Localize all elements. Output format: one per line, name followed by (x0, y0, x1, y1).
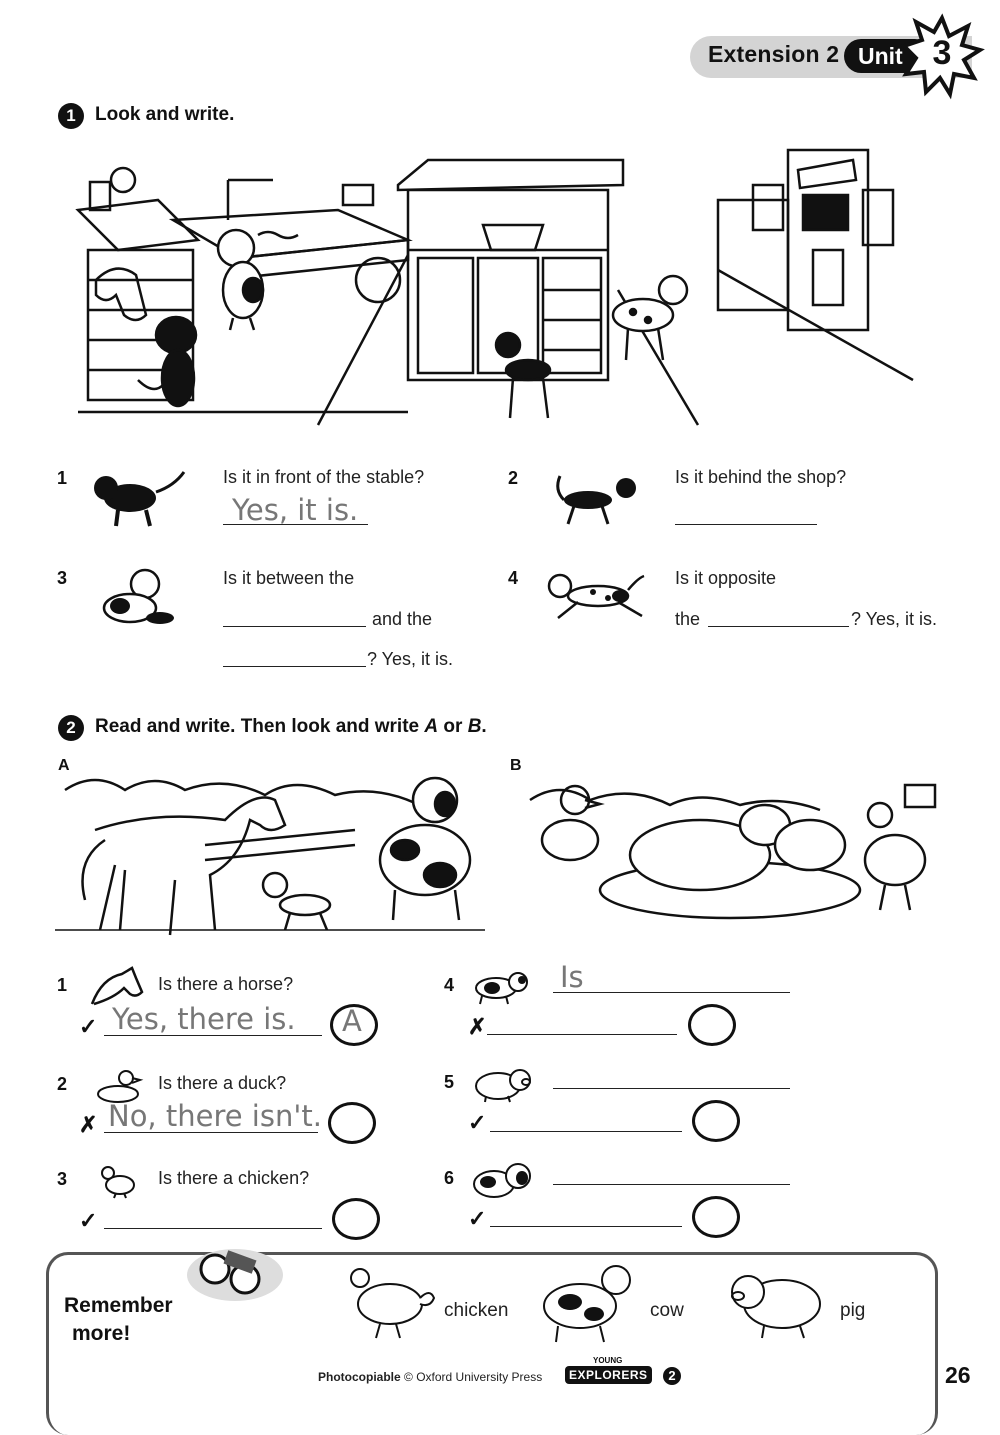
ex2-q4-answer-line[interactable] (487, 1034, 677, 1035)
ex2-q3-answer-line[interactable] (104, 1228, 322, 1229)
ex1-q2-number: 2 (508, 468, 519, 488)
exercise-2-title-or: or (438, 716, 468, 737)
ex1-q2-answer-line[interactable] (675, 524, 817, 525)
ex1-q3-text-start: Is it between the (223, 568, 355, 588)
ex1-q1-number: 1 (57, 468, 68, 488)
dog-spotted (613, 276, 687, 360)
picture-b-farm (520, 770, 940, 940)
ex2-q4-question-line[interactable] (553, 992, 790, 993)
exercise-2-title-a: A (424, 716, 439, 737)
horse-drawing (83, 798, 286, 936)
ex1-q4-text-start: Is it opposite (675, 568, 777, 588)
spotted-dog-icon (538, 570, 650, 626)
ex2-q1-letter: A (342, 1004, 362, 1038)
ex2-q1-answer-line (104, 1035, 322, 1036)
exercise-2-number: 2 (58, 715, 84, 741)
binoculars-icon (185, 1235, 285, 1305)
ex2-q1-text: Is there a horse? (158, 974, 294, 994)
ex2-q2-text: Is there a duck? (158, 1073, 287, 1093)
ex2-q2-answer: No, there isn't. (108, 1099, 322, 1133)
page-number: 26 (945, 1362, 971, 1388)
dog-icon (470, 968, 532, 1006)
ex1-q1-text: Is it in front of the stable? (223, 467, 425, 487)
dog-between (218, 230, 263, 330)
logo-level: 2 (663, 1367, 681, 1385)
pig-icon (470, 1064, 536, 1104)
ex2-q4-number: 4 (444, 975, 455, 995)
cow-icon (470, 1158, 536, 1200)
ex1-q4-number: 4 (508, 568, 519, 588)
running-black-dog-icon (538, 466, 648, 530)
ex2-q5-answer-oval[interactable] (692, 1100, 740, 1142)
ex1-q3-blank-2[interactable] (223, 666, 366, 667)
ex2-q1-answer: Yes, there is. (112, 1002, 296, 1036)
unit-number: 3 (932, 34, 952, 72)
ex2-q5-answer-line[interactable] (490, 1131, 682, 1132)
ex2-q3-mark: ✓ (79, 1208, 98, 1233)
ex1-q4-blank[interactable] (708, 626, 849, 627)
ex2-q2-mark: ✗ (79, 1112, 98, 1137)
cow-picture (532, 1262, 636, 1344)
chicken-picture (340, 1262, 436, 1342)
ex1-q3-text-end: ? Yes, it is. (367, 649, 454, 669)
street-scene-illustration (78, 140, 918, 430)
ex2-q6-answer-oval[interactable] (692, 1196, 740, 1238)
ex2-q3-number: 3 (57, 1169, 68, 1189)
swimming-pool-drawing (173, 180, 408, 278)
ex2-q2-answer-oval[interactable] (328, 1102, 376, 1144)
chicken-drawing (865, 803, 925, 910)
ex1-q4-text-end: ? Yes, it is. (851, 609, 938, 629)
ex2-q5-question-line[interactable] (553, 1088, 790, 1089)
ex2-q6-mark: ✓ (468, 1206, 487, 1231)
duck-drawing (542, 786, 600, 860)
footer-publisher: © Oxford University Press (404, 1370, 543, 1384)
exercise-2-title-main: Read and write. Then look and write (95, 716, 425, 737)
word-chicken: chicken (444, 1300, 509, 1321)
logo-explorers: EXPLORERS (565, 1366, 652, 1384)
footer-copyright (318, 1370, 542, 1384)
sitting-dog-icon (90, 566, 190, 630)
unit-label: Unit (844, 39, 932, 73)
ex2-q3-text: Is there a chicken? (158, 1168, 310, 1188)
ex2-q6-question-line[interactable] (553, 1184, 790, 1185)
exercise-1-number: 1 (58, 103, 84, 129)
young-explorers-logo (565, 1356, 676, 1390)
exercise-1-title: Look and write. (95, 104, 235, 125)
picture-a-label: A (58, 757, 70, 774)
picture-b-label: B (510, 757, 522, 774)
dog-front-stable (138, 317, 196, 406)
dog-drawing (263, 873, 330, 930)
chicken-icon (94, 1163, 138, 1199)
word-cow: cow (650, 1300, 684, 1321)
ex1-q3-number: 3 (57, 568, 68, 588)
ex2-q3-answer-oval[interactable] (332, 1198, 380, 1240)
ex2-q1-number: 1 (57, 975, 68, 995)
ex2-q5-mark: ✓ (468, 1110, 487, 1135)
ex2-q4-prompt: Is (560, 960, 584, 994)
black-dog-icon (88, 466, 188, 530)
exercise-2-title-end: . (481, 716, 487, 737)
ex1-q1-answer: Yes, it is. (232, 493, 359, 527)
extension-label: Extension 2 (708, 41, 840, 67)
remember-title-line2: more! (72, 1322, 131, 1345)
pig-drawing (630, 805, 845, 890)
ex2-q6-number: 6 (444, 1168, 455, 1188)
picture-a-farm (55, 770, 490, 940)
ex2-q1-mark: ✓ (79, 1014, 98, 1039)
ex2-q6-answer-line[interactable] (490, 1226, 682, 1227)
ex2-q5-number: 5 (444, 1072, 455, 1092)
ex1-q1-answer-line (223, 524, 368, 525)
cinema-drawing (718, 150, 893, 330)
shop-drawing (356, 160, 623, 380)
ex1-q3-text-mid: and the (372, 609, 433, 629)
ex2-q4-mark: ✗ (468, 1014, 487, 1039)
remember-title (64, 1292, 173, 1348)
remember-title-line1: Remember (64, 1294, 173, 1317)
exercise-2-title-b: B (467, 716, 482, 737)
logo-young: YOUNG (593, 1356, 623, 1365)
ex1-q2-text: Is it behind the shop? (675, 467, 847, 487)
footer-photocopiable: Photocopiable (318, 1370, 401, 1384)
ex1-q3-blank-1[interactable] (223, 626, 366, 627)
exercise-2-title (95, 716, 487, 738)
pig-picture (724, 1264, 828, 1340)
ex2-q2-answer-line (104, 1132, 318, 1133)
ex2-q4-answer-oval[interactable] (688, 1004, 736, 1046)
ex2-q2-number: 2 (57, 1074, 68, 1094)
ex1-q4-text-the: the (675, 609, 701, 629)
word-pig: pig (840, 1300, 866, 1321)
cow-drawing (380, 778, 470, 920)
